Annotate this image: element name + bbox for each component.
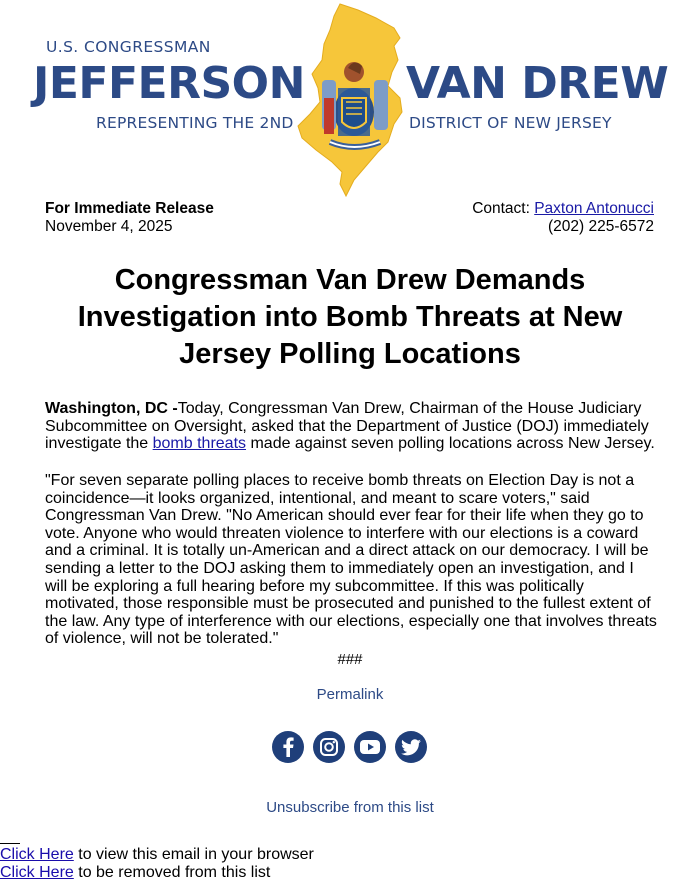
remove-from-list-link[interactable]: Click Here [0, 864, 74, 881]
twitter-icon[interactable] [395, 731, 427, 763]
social-links [272, 731, 427, 763]
dateline: Washington, DC - [45, 400, 178, 417]
unsubscribe-link[interactable]: Unsubscribe from this list [266, 799, 434, 816]
title-label: U.S. CONGRESSMAN [46, 38, 211, 56]
subtitle-left: REPRESENTING THE 2ND [96, 114, 294, 132]
remove-from-list-text: to be removed from this list [73, 864, 271, 881]
new-jersey-seal-map [296, 2, 408, 198]
press-release-title: Congressman Van Drew Demands Investigation into Bomb Threats at New Jersey Polling Locations [77, 264, 623, 370]
contact-name-link[interactable]: Paxton Antonucci [534, 200, 654, 217]
contact-info [472, 200, 654, 236]
subtitle-right: DISTRICT OF NEW JERSEY [409, 114, 612, 132]
release-date: November 4, 2025 [45, 218, 173, 235]
contact-label: Contact: [472, 200, 535, 217]
release-info [45, 200, 214, 236]
view-in-browser-link[interactable]: Click Here [0, 846, 74, 863]
paragraph-1 [45, 400, 657, 453]
contact-phone: (202) 225-6572 [548, 218, 654, 235]
letterhead [0, 0, 700, 196]
last-name: VAN DREW [406, 58, 669, 109]
facebook-icon[interactable] [272, 731, 304, 763]
paragraph-1-text: Today, Congressman Van Drew, Chairman of the House Judiciary Subcommittee on Oversight, asked that the Department of Justice (DOJ) immediately investigate the [45, 400, 649, 453]
view-in-browser-line [0, 846, 314, 864]
bomb-threats-link[interactable]: bomb threats [152, 435, 247, 453]
view-in-browser-text: to view this email in your browser [73, 846, 314, 863]
footer-divider [0, 843, 20, 844]
end-mark: ### [337, 651, 363, 668]
paragraph-1-text-end: made against seven polling locations across New Jersey. [246, 435, 655, 453]
first-name: JEFFERSON [33, 58, 305, 109]
release-label: For Immediate Release [45, 200, 214, 217]
paragraph-2: "For seven separate polling places to receive bomb threats on Election Day is not a coincidence—it looks organized, intentional, and meant to scare voters," said Congressman Van Drew. "No American should ever fear for their life when they go to vote. Anyone who would threaten violence to interfere with our elections is a coward and a criminal. It is totally un-American and a direct attack on our democracy. I will be sending a letter to the DOJ asking them to immediately open an investigation, and I will be exploring a full hearing before my subcommittee. If this was politically motivated, those responsible must be prosecuted and punished to the fullest extent of the law. Any type of interference with our elections, especially one that involves threats of violence, will not be tolerated." [45, 472, 657, 648]
permalink-link[interactable]: Permalink [316, 686, 384, 703]
remove-from-list-line [0, 864, 270, 882]
youtube-icon[interactable] [354, 731, 386, 763]
instagram-icon[interactable] [313, 731, 345, 763]
